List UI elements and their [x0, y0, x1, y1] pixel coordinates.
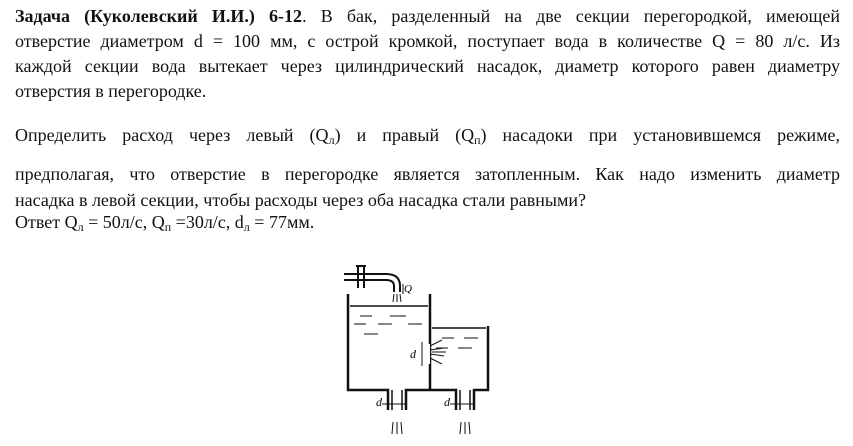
statement-line-4: отверстия в перегородке.	[15, 81, 207, 101]
partition-d-label: d	[410, 347, 416, 361]
question-line-3: насадка в левой секции, чтобы расходы через оба насадка стали равными?	[15, 190, 586, 210]
flow-q-label: Q	[404, 283, 412, 295]
statement-line-2: отверстие диаметром d = 100 мм, с острой кромкой, поступает вода в количестве Q = 80 л/с. Из	[15, 31, 840, 51]
question-paragraph	[15, 122, 840, 213]
left-outflow-icon	[392, 422, 402, 434]
tank-walls	[348, 294, 488, 410]
problem-statement	[15, 4, 840, 104]
right-outflow-icon	[460, 422, 470, 434]
outlet-nozzles	[392, 390, 470, 410]
statement-line-1: Задача (Куколевский И.И.) 6-12. В бак, разделенный на две секции перегородкой, имеющей	[15, 6, 841, 26]
left-nozzle-d-label: d	[376, 395, 382, 409]
right-nozzle-d-label: d	[444, 395, 450, 409]
inlet-valve-icon	[344, 266, 400, 292]
question-line-2: предполагая, что отверстие в перегородке является затопленным. Как надо изменить диаметр	[15, 164, 840, 184]
answer-line: Ответ $Q_л = 50л/с$, $Q_п =30л/с$, $d_л = 77мм$.	[15, 212, 315, 234]
statement-line-3: каждой секции вода вытекает через цилиндрический насадок, диаметр которого равен диаметру	[15, 56, 840, 76]
inflow-stream-icon	[393, 294, 401, 302]
problem-title: Задача (Куколевский И.И.) 6-12	[15, 6, 303, 26]
tank-diagram	[330, 262, 500, 442]
water-left	[350, 306, 428, 334]
question-line-1: Определить расход через левый $(Q_л)$ и правый $(Q_п)$ насадоки при установившемся режиме,	[15, 125, 841, 147]
water-right	[432, 328, 486, 348]
